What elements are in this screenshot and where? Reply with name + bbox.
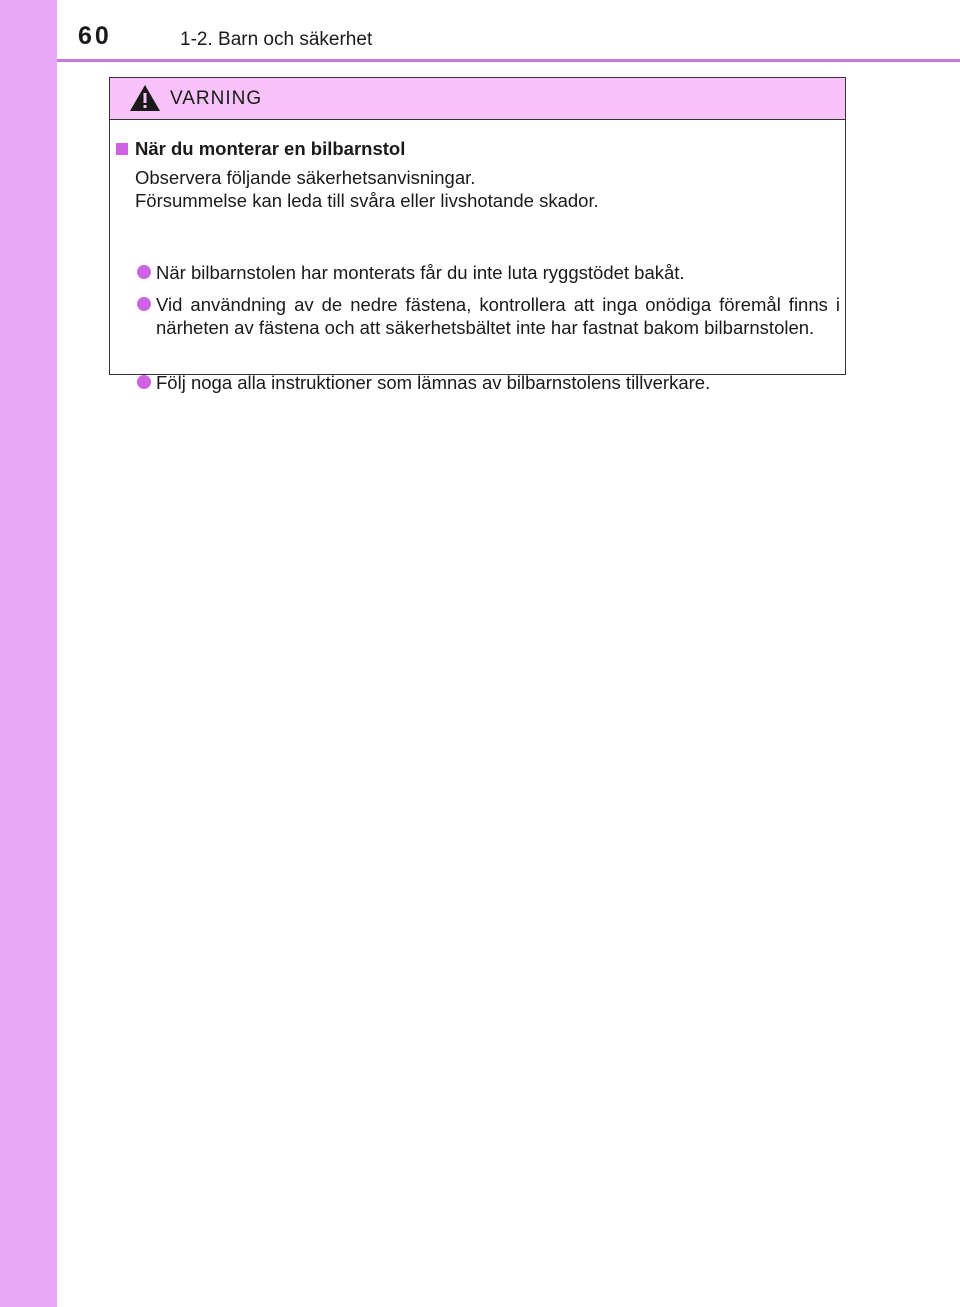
list-item bbox=[135, 371, 840, 394]
round-bullet-icon bbox=[137, 265, 151, 279]
warning-triangle-icon bbox=[129, 84, 161, 112]
warning-heading bbox=[116, 137, 836, 160]
list-item-text: När bilbarnstolen har monterats får du inte luta ryggstödet bakåt. bbox=[156, 262, 685, 283]
warning-heading-text: När du monterar en bilbarnstol bbox=[135, 138, 406, 159]
warning-header bbox=[110, 78, 845, 120]
page-header bbox=[0, 0, 960, 62]
square-bullet-icon bbox=[116, 143, 128, 155]
warning-box bbox=[109, 77, 846, 393]
section-title: 1-2. Barn och säkerhet bbox=[180, 29, 373, 50]
side-color-strip bbox=[0, 0, 57, 1307]
warning-label: VARNING bbox=[170, 88, 263, 109]
intro-line-1: Observera följande säkerhetsanvisningar. bbox=[135, 167, 476, 188]
list-item bbox=[135, 261, 840, 284]
list-item bbox=[135, 293, 840, 339]
list-item-text: Följ noga alla instruktioner som lämnas av bilbarnstolens tillverkare. bbox=[156, 372, 711, 393]
list-item-text: Vid användning av de nedre fästena, kontrollera att inga onödiga föremål finns i närheten av fästena och att säkerhetsbältet inte har fastnat bakom bilbarnstolen. bbox=[156, 294, 840, 338]
intro-line-2: Försummelse kan leda till svåra eller livshotande skador. bbox=[135, 190, 599, 211]
round-bullet-icon bbox=[137, 375, 151, 389]
round-bullet-icon bbox=[137, 297, 151, 311]
header-strip bbox=[0, 0, 57, 62]
page-number: 60 bbox=[78, 22, 112, 50]
header-rule bbox=[57, 59, 960, 62]
warning-intro bbox=[135, 166, 835, 212]
